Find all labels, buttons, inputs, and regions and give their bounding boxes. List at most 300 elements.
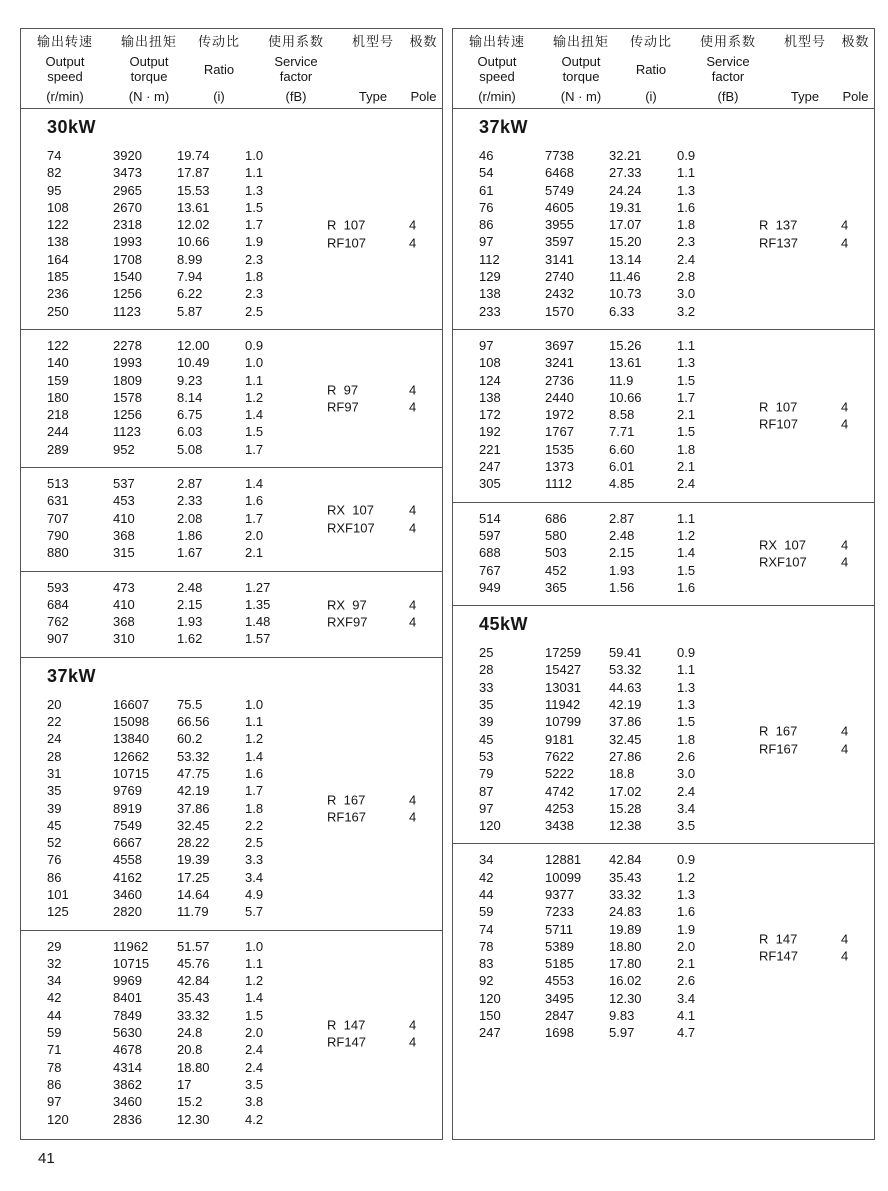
cell-output-torque: 4553	[545, 973, 574, 989]
cell-output-torque: 410	[113, 596, 135, 612]
table-row	[21, 475, 442, 492]
ratio-group	[453, 329, 874, 502]
header-en-line: Output	[561, 54, 601, 69]
type-label: R 107	[759, 399, 798, 415]
cell-service-factor: 2.5	[245, 835, 264, 851]
table-row	[21, 886, 442, 903]
cell-service-factor: 0.9	[677, 852, 696, 868]
cell-ratio: 37.86	[609, 714, 642, 730]
ratio-group	[21, 689, 442, 930]
pole-value: 4	[409, 1034, 417, 1050]
table-row	[21, 182, 442, 199]
type-row	[327, 1016, 416, 1033]
cell-service-factor: 2.0	[245, 1025, 264, 1041]
header-col-type	[775, 34, 835, 104]
header-label-zh-output-speed: 输出转速	[468, 34, 525, 49]
type-label: RF107	[759, 416, 799, 432]
table-row	[453, 800, 874, 817]
cell-service-factor: 0.9	[677, 645, 696, 661]
cell-output-speed: 880	[47, 545, 69, 561]
cell-ratio: 6.01	[609, 459, 635, 475]
type-label: RF97	[327, 399, 359, 415]
header-label-en-output-speed	[45, 49, 84, 89]
cell-ratio: 10.66	[609, 389, 642, 405]
cell-output-torque: 17259	[545, 645, 582, 661]
header-en-line: Output	[45, 54, 85, 69]
cell-output-speed: 46	[479, 148, 494, 163]
type-row	[327, 1034, 416, 1051]
cell-output-speed: 120	[479, 990, 501, 1006]
table-row	[453, 903, 874, 920]
table-row	[21, 441, 442, 458]
cell-ratio: 6.22	[177, 286, 203, 302]
power-section	[453, 605, 874, 1051]
table-row	[453, 972, 874, 989]
cell-output-speed: 42	[479, 869, 494, 885]
cell-service-factor: 2.3	[245, 286, 264, 302]
cell-service-factor: 4.1	[677, 1008, 696, 1024]
table-row	[21, 834, 442, 851]
table-row	[21, 713, 442, 730]
header-unit-pole: Pole	[410, 89, 437, 104]
table-row	[21, 544, 442, 561]
cell-ratio: 10.49	[177, 355, 210, 371]
cell-output-torque: 10799	[545, 714, 582, 730]
type-label: RXF107	[327, 520, 375, 536]
cell-output-speed: 74	[479, 921, 494, 937]
cell-output-speed: 79	[479, 766, 494, 782]
cell-ratio: 5.97	[609, 1025, 635, 1041]
cell-ratio: 5.87	[177, 303, 203, 319]
header-label-zh-type: 机型号	[351, 34, 394, 49]
type-row	[759, 930, 848, 947]
cell-ratio: 11.79	[177, 904, 209, 920]
cell-output-speed: 97	[479, 337, 494, 353]
cell-output-torque: 9769	[113, 783, 142, 799]
header-label-zh-ratio: 传动比	[629, 34, 672, 49]
cell-ratio: 42.84	[609, 852, 642, 868]
spec-table-left	[20, 28, 443, 1140]
type-label: R 137	[759, 218, 798, 234]
table-row	[453, 303, 874, 320]
table-row	[21, 337, 442, 354]
cell-ratio: 1.62	[177, 631, 203, 647]
cell-output-speed: 597	[479, 527, 501, 543]
cell-service-factor: 2.1	[677, 407, 696, 423]
pole-value: 4	[409, 810, 417, 826]
type-row	[327, 399, 416, 416]
cell-output-torque: 12881	[545, 852, 582, 868]
type-label: RX 107	[327, 502, 374, 518]
section-title: 37kW	[479, 117, 529, 137]
cell-ratio: 20.8	[177, 1042, 203, 1058]
cell-ratio: 15.26	[609, 337, 642, 353]
cell-service-factor: 4.7	[677, 1025, 696, 1041]
cell-output-torque: 3473	[113, 165, 142, 181]
cell-output-speed: 34	[47, 973, 62, 989]
cell-output-torque: 1578	[113, 389, 142, 405]
cell-output-speed: 86	[479, 217, 494, 233]
cell-output-speed: 247	[479, 1025, 501, 1041]
type-block	[759, 723, 848, 758]
cell-ratio: 2.15	[177, 596, 203, 612]
pole-value: 4	[841, 416, 849, 432]
table-row	[453, 510, 874, 527]
cell-output-torque: 503	[545, 545, 567, 561]
cell-service-factor: 1.1	[677, 165, 696, 181]
cell-output-speed: 138	[479, 389, 501, 405]
cell-service-factor: 1.57	[245, 631, 271, 647]
cell-output-torque: 368	[113, 527, 135, 543]
cell-ratio: 32.45	[609, 731, 642, 747]
cell-ratio: 8.99	[177, 251, 203, 267]
cell-output-speed: 129	[479, 269, 501, 285]
type-label: R 107	[327, 218, 366, 234]
ratio-group	[453, 140, 874, 329]
cell-output-torque: 2820	[113, 904, 142, 920]
type-block	[327, 1016, 416, 1051]
cell-output-torque: 1698	[545, 1025, 574, 1041]
cell-output-torque: 2965	[113, 182, 142, 198]
header-unit-type: Type	[358, 89, 388, 104]
cell-service-factor: 1.1	[245, 372, 264, 388]
cell-output-speed: 180	[47, 389, 69, 405]
header-unit-service-factor: (fB)	[717, 89, 739, 104]
cell-output-speed: 513	[47, 476, 69, 492]
cell-service-factor: 1.4	[245, 748, 264, 764]
cell-output-speed: 39	[479, 714, 494, 730]
header-col-ratio	[621, 34, 681, 104]
table-row	[453, 579, 874, 596]
cell-service-factor: 1.7	[245, 783, 264, 799]
cell-output-speed: 305	[479, 476, 501, 492]
cell-ratio: 2.87	[177, 476, 203, 492]
cell-ratio: 32.45	[177, 817, 210, 833]
cell-output-torque: 4605	[545, 199, 574, 215]
type-row	[759, 948, 848, 965]
type-row	[327, 217, 416, 234]
cell-ratio: 18.8	[609, 766, 635, 782]
header-label-en-ratio	[204, 49, 234, 89]
cell-ratio: 75.5	[177, 696, 203, 712]
cell-output-torque: 5389	[545, 938, 574, 954]
power-section	[21, 109, 442, 657]
cell-output-speed: 108	[479, 355, 501, 371]
cell-output-speed: 59	[479, 904, 494, 920]
cell-ratio: 19.89	[609, 921, 642, 937]
header-unit-ratio: (i)	[645, 89, 657, 104]
cell-output-speed: 289	[47, 441, 69, 457]
header-label-en-ratio	[636, 49, 666, 89]
type-row	[327, 519, 416, 536]
cell-output-torque: 410	[113, 510, 135, 526]
cell-output-torque: 3141	[545, 251, 574, 267]
cell-output-speed: 29	[47, 938, 62, 954]
table-row	[453, 679, 874, 696]
cell-output-torque: 1708	[113, 251, 142, 267]
header-col-output-torque	[541, 34, 621, 104]
cell-ratio: 8.58	[609, 407, 635, 423]
cell-output-torque: 3862	[113, 1076, 142, 1092]
header-en-line: torque	[130, 69, 168, 84]
cell-service-factor: 1.1	[677, 662, 696, 678]
cell-output-speed: 92	[479, 973, 494, 989]
cell-output-speed: 61	[479, 182, 494, 198]
ratio-group	[21, 140, 442, 329]
cell-output-speed: 593	[47, 579, 69, 595]
pole-value: 4	[409, 1017, 417, 1033]
type-row	[759, 399, 848, 416]
cell-output-speed: 762	[47, 614, 69, 630]
cell-service-factor: 1.5	[245, 424, 264, 440]
pole-value: 4	[841, 554, 849, 570]
cell-service-factor: 3.3	[245, 852, 264, 868]
pole-value: 4	[409, 218, 417, 234]
cell-ratio: 9.23	[177, 372, 203, 388]
header-en-line: factor	[711, 69, 745, 84]
table-row	[453, 285, 874, 302]
table-row	[21, 164, 442, 181]
type-block	[759, 217, 848, 252]
cell-service-factor: 0.9	[677, 148, 696, 163]
cell-output-speed: 108	[47, 199, 69, 215]
cell-output-speed: 120	[47, 1111, 69, 1127]
cell-service-factor: 1.3	[677, 355, 696, 371]
type-row	[327, 809, 416, 826]
header-en-line: speed	[47, 69, 83, 84]
cell-output-torque: 4314	[113, 1059, 142, 1075]
cell-ratio: 2.48	[609, 527, 635, 543]
type-row	[327, 614, 416, 631]
cell-service-factor: 1.9	[677, 921, 696, 937]
cell-output-speed: 125	[47, 904, 69, 920]
cell-output-speed: 28	[479, 662, 494, 678]
cell-output-torque: 1767	[545, 424, 574, 440]
cell-ratio: 17.87	[177, 165, 210, 181]
cell-output-torque: 4253	[545, 800, 574, 816]
cell-output-speed: 185	[47, 269, 69, 285]
pole-value: 4	[409, 502, 417, 518]
cell-output-torque: 368	[113, 614, 135, 630]
cell-output-torque: 9969	[113, 973, 142, 989]
cell-output-speed: 907	[47, 631, 69, 647]
cell-ratio: 6.60	[609, 441, 635, 457]
cell-output-speed: 164	[47, 251, 69, 267]
table-row	[21, 630, 442, 647]
header-unit-service-factor: (fB)	[285, 89, 307, 104]
type-block	[327, 792, 416, 827]
header-label-zh-output-speed: 输出转速	[36, 34, 93, 49]
pole-value: 4	[409, 382, 417, 398]
cell-ratio: 13.61	[177, 199, 210, 215]
type-row	[759, 537, 848, 554]
type-row	[327, 502, 416, 519]
cell-service-factor: 1.0	[245, 696, 264, 712]
cell-ratio: 18.80	[609, 938, 642, 954]
header-label-en-output-speed	[477, 49, 516, 89]
header-col-service-factor	[249, 34, 343, 104]
cell-output-torque: 3438	[545, 818, 574, 834]
cell-output-torque: 3460	[113, 1094, 142, 1110]
cell-service-factor: 1.7	[245, 510, 264, 526]
cell-output-torque: 452	[545, 562, 567, 578]
cell-output-torque: 15427	[545, 662, 582, 678]
cell-service-factor: 3.4	[245, 869, 264, 885]
header-col-pole	[835, 34, 876, 104]
cell-output-torque: 7549	[113, 817, 142, 833]
ratio-group	[453, 637, 874, 843]
cell-service-factor: 2.4	[677, 251, 696, 267]
cell-output-speed: 122	[47, 217, 69, 233]
cell-service-factor: 2.6	[677, 748, 696, 764]
header-label-zh-service-factor: 使用系数	[267, 34, 324, 49]
type-block	[759, 537, 848, 572]
cell-service-factor: 1.1	[677, 510, 696, 526]
table-row	[453, 644, 874, 661]
cell-output-torque: 5630	[113, 1025, 142, 1041]
header-unit-output-torque: (N · m)	[560, 89, 602, 104]
cell-ratio: 12.38	[609, 818, 642, 834]
cell-ratio: 8.14	[177, 389, 203, 405]
cell-output-speed: 221	[479, 441, 501, 457]
cell-service-factor: 1.3	[245, 182, 264, 198]
cell-output-speed: 28	[47, 748, 62, 764]
cell-output-torque: 2740	[545, 269, 574, 285]
cell-output-torque: 10715	[113, 955, 150, 971]
cell-ratio: 42.84	[177, 973, 210, 989]
cell-output-speed: 34	[479, 852, 494, 868]
cell-output-speed: 76	[47, 852, 62, 868]
cell-output-torque: 2440	[545, 389, 574, 405]
cell-output-speed: 101	[47, 886, 69, 902]
table-row	[453, 765, 874, 782]
cell-service-factor: 1.7	[245, 441, 264, 457]
table-row	[21, 251, 442, 268]
header-unit-output-speed: (r/min)	[46, 89, 84, 104]
type-label: R 97	[327, 382, 359, 398]
cell-ratio: 18.80	[177, 1059, 210, 1075]
header-label-zh-pole: 极数	[841, 34, 870, 49]
cell-output-torque: 2278	[113, 337, 142, 353]
cell-output-speed: 159	[47, 372, 69, 388]
cell-ratio: 6.33	[609, 303, 635, 319]
table-row	[453, 441, 874, 458]
table-row	[453, 372, 874, 389]
cell-ratio: 35.43	[609, 869, 642, 885]
cell-output-torque: 11962	[113, 938, 149, 954]
type-block	[327, 381, 416, 416]
cell-output-speed: 138	[47, 234, 69, 250]
cell-output-speed: 35	[47, 783, 62, 799]
cell-service-factor: 3.8	[245, 1094, 264, 1110]
cell-service-factor: 2.8	[677, 269, 696, 285]
cell-output-torque: 1256	[113, 286, 142, 302]
cell-service-factor: 2.3	[677, 234, 696, 250]
header-en-line: Service	[706, 54, 750, 69]
cell-service-factor: 2.5	[245, 303, 264, 319]
header-en-line: Output	[129, 54, 169, 69]
cell-service-factor: 1.1	[245, 165, 264, 181]
cell-service-factor: 1.2	[245, 389, 264, 405]
pole-value: 4	[841, 235, 849, 251]
type-row	[759, 217, 848, 234]
table-row	[21, 423, 442, 440]
type-label: R 147	[327, 1017, 366, 1033]
cell-service-factor: 5.7	[245, 904, 264, 920]
header-en-line: Ratio	[635, 61, 667, 77]
cell-service-factor: 3.5	[245, 1076, 264, 1092]
header-label-zh-type: 机型号	[783, 34, 826, 49]
cell-output-speed: 707	[47, 510, 69, 526]
cell-ratio: 51.57	[177, 938, 210, 954]
cell-output-speed: 790	[47, 527, 69, 543]
type-label: R 167	[759, 723, 798, 739]
cell-output-torque: 2836	[113, 1111, 142, 1127]
cell-ratio: 33.32	[609, 886, 642, 902]
type-label: RF167	[327, 810, 367, 826]
header-col-type	[343, 34, 403, 104]
cell-service-factor: 2.0	[677, 938, 696, 954]
cell-output-torque: 7849	[113, 1007, 142, 1023]
cell-output-speed: 83	[479, 956, 494, 972]
cell-ratio: 11.46	[609, 269, 641, 285]
header-en-line: Output	[477, 54, 517, 69]
cell-output-torque: 3955	[545, 217, 574, 233]
cell-output-torque: 1373	[545, 459, 574, 475]
cell-output-speed: 31	[47, 765, 62, 781]
cell-service-factor: 1.48	[245, 614, 271, 630]
type-row	[327, 792, 416, 809]
cell-service-factor: 1.3	[677, 182, 696, 198]
type-label: R 167	[327, 792, 366, 808]
cell-service-factor: 1.2	[677, 869, 696, 885]
table-row	[453, 268, 874, 285]
cell-output-speed: 120	[479, 818, 501, 834]
cell-output-torque: 10715	[113, 765, 150, 781]
cell-output-torque: 1993	[113, 355, 142, 371]
type-row	[327, 234, 416, 251]
cell-service-factor: 2.4	[677, 476, 696, 492]
cell-output-speed: 53	[479, 748, 494, 764]
cell-output-speed: 150	[479, 1008, 501, 1024]
table-row	[453, 851, 874, 868]
table-row	[21, 147, 442, 164]
table-row	[21, 199, 442, 216]
cell-output-speed: 44	[47, 1007, 62, 1023]
cell-output-speed: 45	[47, 817, 62, 833]
pole-value: 4	[409, 597, 417, 613]
cell-output-speed: 122	[47, 337, 69, 353]
cell-output-torque: 7738	[545, 148, 574, 163]
section-title: 30kW	[47, 117, 97, 137]
cell-output-torque: 3460	[113, 886, 142, 902]
cell-output-speed: 688	[479, 545, 501, 561]
cell-output-speed: 684	[47, 596, 69, 612]
cell-service-factor: 1.4	[677, 545, 696, 561]
type-label: RX 97	[327, 597, 367, 613]
ratio-group	[453, 502, 874, 605]
spec-table-right	[452, 28, 875, 1140]
cell-output-torque: 7233	[545, 904, 574, 920]
cell-output-speed: 86	[47, 1076, 62, 1092]
cell-ratio: 2.48	[177, 579, 203, 595]
pole-value: 4	[841, 537, 849, 553]
section-title: 37kW	[47, 665, 97, 686]
cell-service-factor: 1.8	[245, 800, 264, 816]
cell-ratio: 42.19	[177, 783, 210, 799]
type-label: R 147	[759, 931, 798, 947]
table-row	[21, 303, 442, 320]
